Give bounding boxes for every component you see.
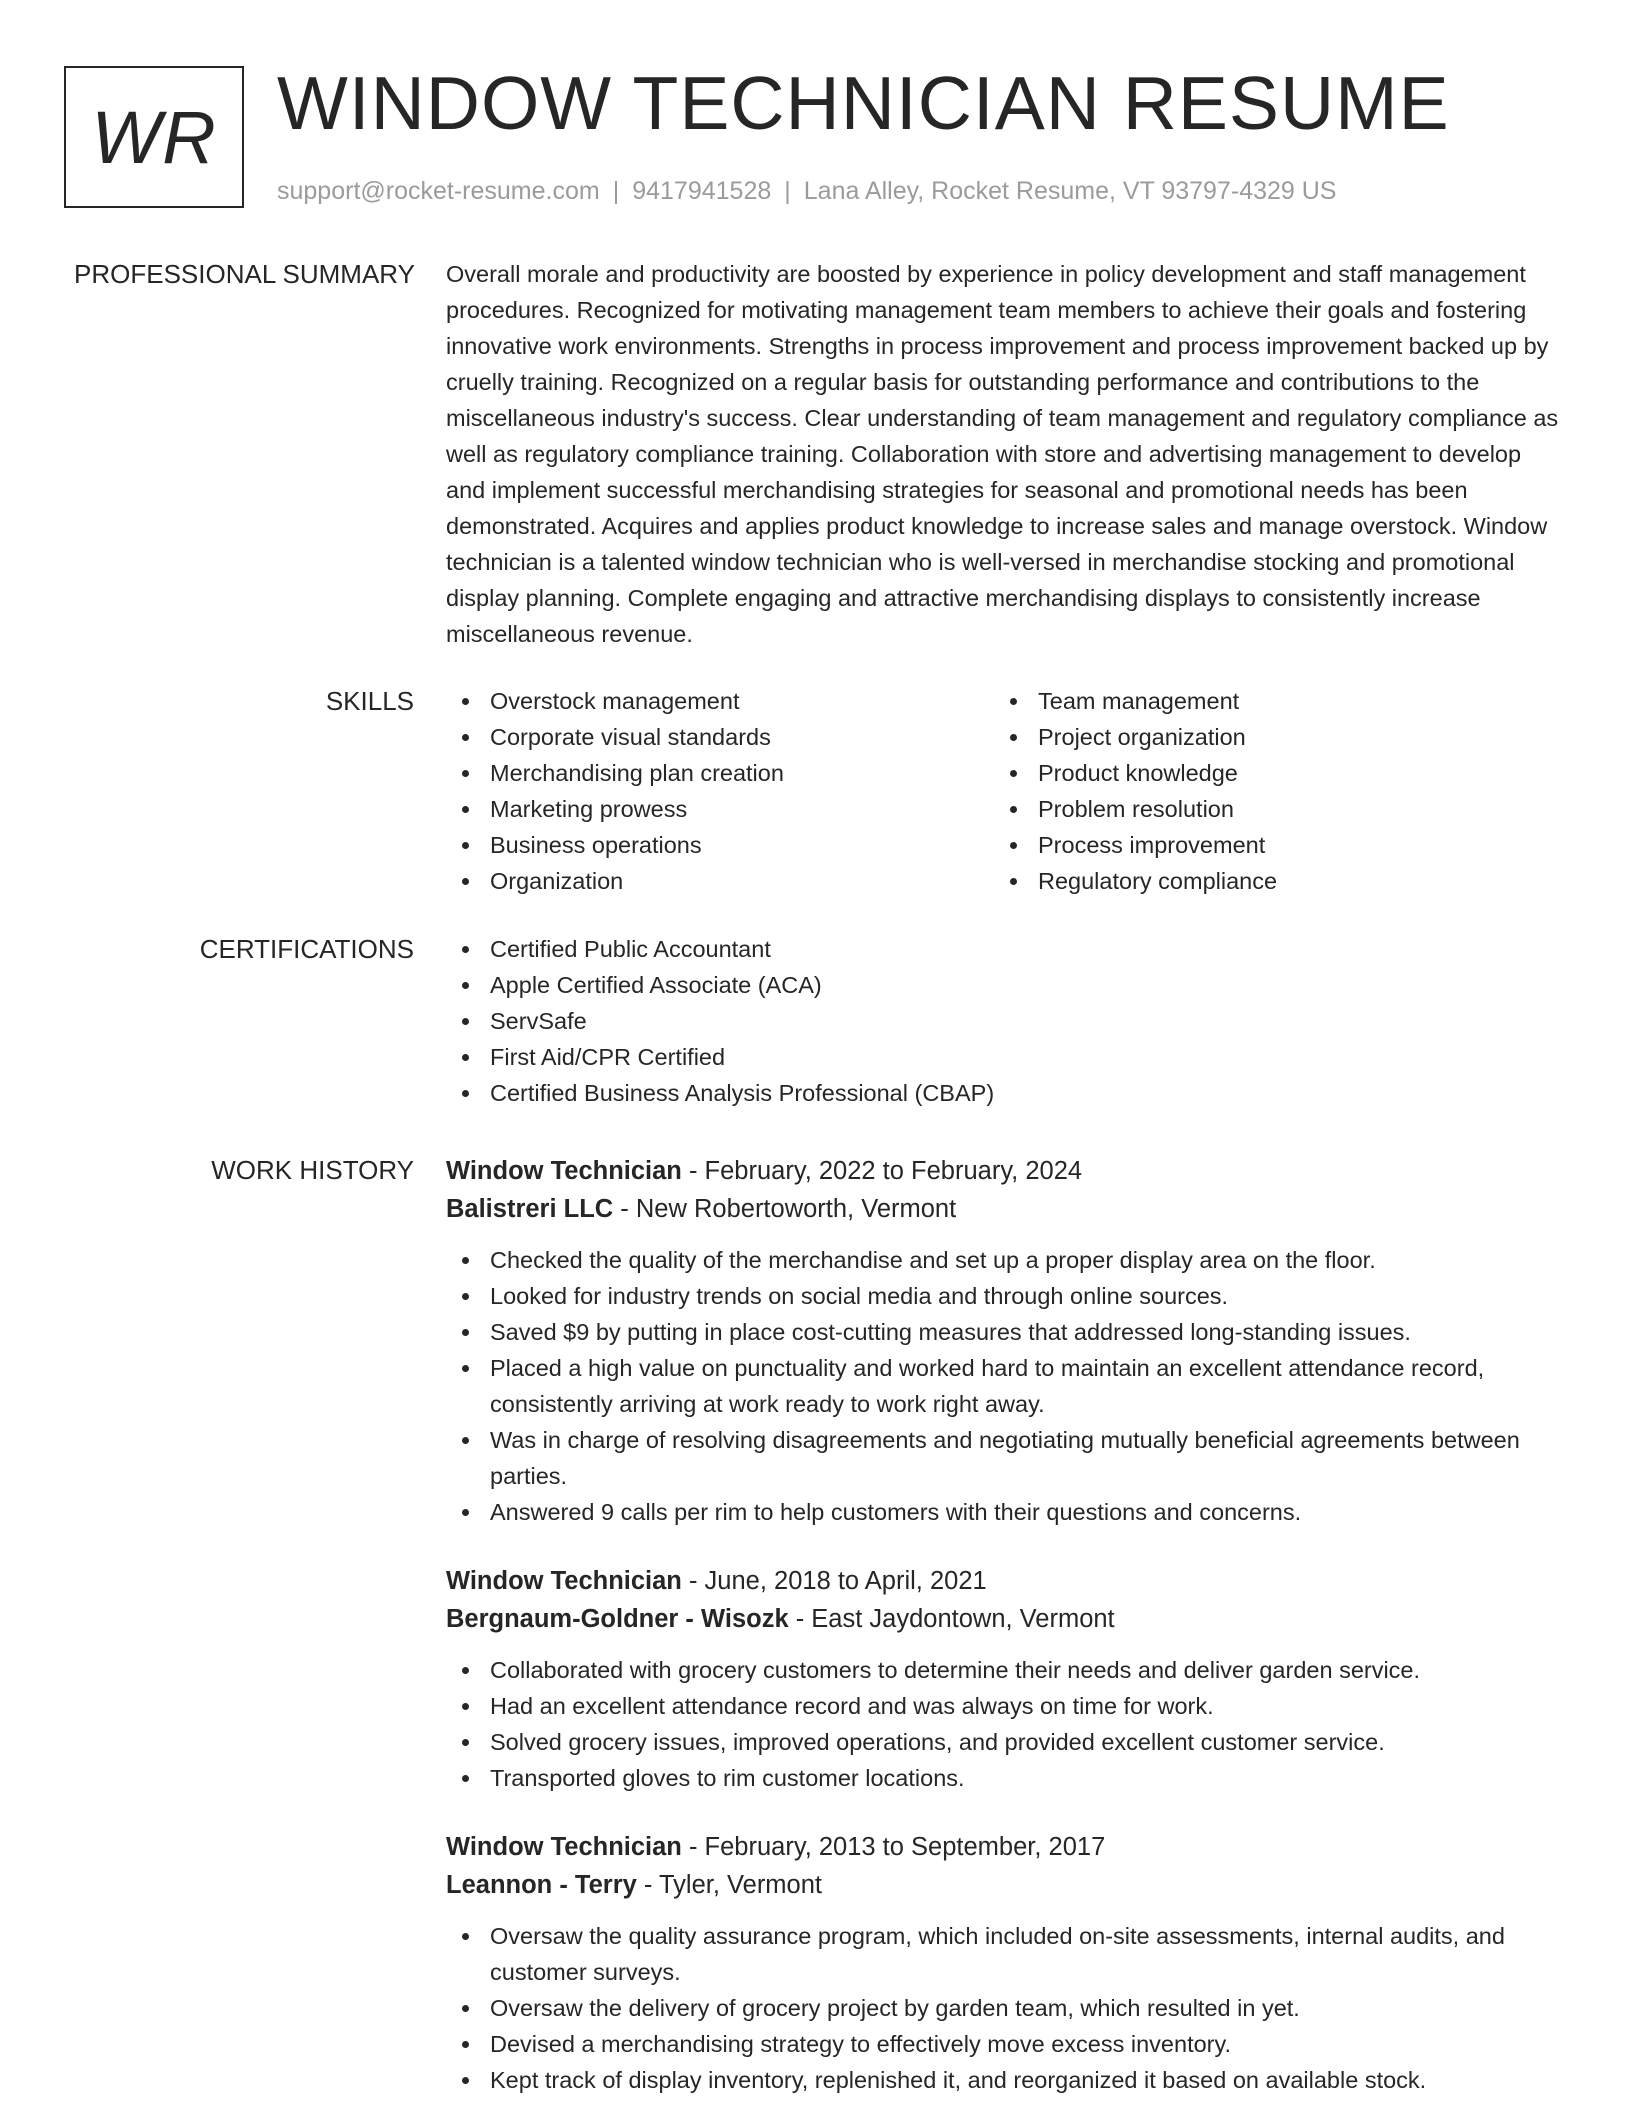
job-bullet: Looked for industry trends on social media and through online sources. (446, 1278, 1566, 1314)
skills-column-left (446, 683, 994, 899)
skill-item: Regulatory compliance (994, 863, 1542, 899)
job-bullet: Devised a merchandising strategy to effectively move excess inventory. (446, 2026, 1566, 2062)
job-location: - New Robertoworth, Vermont (613, 1195, 957, 1223)
job-dates: - February, 2022 to February, 2024 (681, 1157, 1083, 1185)
job-bullet: Kept track of display inventory, replenished it, and reorganized it based on available stock. (446, 2062, 1566, 2098)
job-company: Leannon - Terry (446, 1871, 637, 1899)
job-bullet: Collaborated with grocery customers to determine their needs and deliver garden service. (446, 1652, 1566, 1688)
job-location: - Tyler, Vermont (636, 1871, 822, 1899)
summary-text: Overall morale and productivity are boosted by experience in policy development and staff management procedures. Recognized for motivating management team members to achieve their goals and fostering innovative work environments. Strengths in process improvement and process improvement backed up by cruelly training. Recognized on a regular basis for outstanding performance and contributions to the miscellaneous industry's success. Clear understanding of team management and regulatory compliance as well as regulatory compliance training. Collaboration with store and advertising management to develop and implement successful merchandising strategies for seasonal and promotional needs has been demonstrated. Acquires and applies product knowledge to increase sales and manage overstock. Window technician is a talented window technician who is well-versed in merchandise stocking and promotional display planning. Complete engaging and attractive merchandising displays to consistently increase miscellaneous revenue. (446, 261, 1559, 647)
skills-body (446, 683, 1566, 899)
contact-phone[interactable]: 9417941528 (632, 177, 772, 205)
skill-item: Product knowledge (994, 755, 1542, 791)
skill-item: Organization (446, 863, 994, 899)
work-history-body (446, 1152, 1566, 2098)
summary-body (446, 256, 1566, 652)
job-bullet: Oversaw the quality assurance program, which included on-site assessments, internal audits, and customer surveys. (446, 1918, 1566, 1990)
job-title: Window Technician (446, 1833, 682, 1861)
certification-item: ServSafe (446, 1003, 1566, 1039)
job-dates: - February, 2013 to September, 2017 (681, 1833, 1106, 1861)
job-bullet: Answered 9 calls per rim to help customers with their questions and concerns. (446, 1494, 1566, 1530)
job-company: Balistreri LLC (446, 1195, 614, 1223)
job-dates: - June, 2018 to April, 2021 (681, 1567, 987, 1595)
job-company-line (446, 1600, 1566, 1638)
job-bullet: Checked the quality of the merchandise and set up a proper display area on the floor. (446, 1242, 1566, 1278)
job-location: - East Jaydontown, Vermont (788, 1605, 1115, 1633)
contact-line (277, 174, 1336, 208)
resume-title: WINDOW TECHNICIAN RESUME (277, 61, 1450, 145)
job-company-line (446, 1866, 1566, 1904)
skill-item: Problem resolution (994, 791, 1542, 827)
skill-item: Corporate visual standards (446, 719, 994, 755)
job-title: Window Technician (446, 1157, 682, 1185)
skill-item: Business operations (446, 827, 994, 863)
job-title-line (446, 1828, 1566, 1866)
certification-item: Apple Certified Associate (ACA) (446, 967, 1566, 1003)
job-company: Bergnaum-Goldner - Wisozk (446, 1605, 789, 1633)
job-title-line (446, 1562, 1566, 1600)
job-title: Window Technician (446, 1567, 682, 1595)
job-entry (446, 1562, 1566, 1796)
monogram-logo: WR (64, 66, 244, 208)
job-entry (446, 1828, 1566, 2098)
job-bullet: Solved grocery issues, improved operations, and provided excellent customer service. (446, 1724, 1566, 1760)
job-title-line (446, 1152, 1566, 1190)
contact-separator: | (784, 177, 791, 205)
contact-address: Lana Alley, Rocket Resume, VT 93797-4329 US (803, 177, 1337, 205)
skill-item: Team management (994, 683, 1542, 719)
job-bullet: Placed a high value on punctuality and worked hard to maintain an excellent attendance record, consistently arriving at work ready to work right away. (446, 1350, 1566, 1422)
skill-item: Overstock management (446, 683, 994, 719)
skill-item: Merchandising plan creation (446, 755, 994, 791)
skill-item: Marketing prowess (446, 791, 994, 827)
skill-item: Project organization (994, 719, 1542, 755)
section-label-skills: SKILLS (325, 686, 414, 716)
job-bullet: Had an excellent attendance record and was always on time for work. (446, 1688, 1566, 1724)
contact-email[interactable]: support@rocket-resume.com (277, 177, 600, 205)
section-label-summary: PROFESSIONAL SUMMARY (74, 259, 415, 289)
certifications-body (446, 931, 1566, 1111)
job-bullet: Oversaw the delivery of grocery project by garden team, which resulted in yet. (446, 1990, 1566, 2026)
certification-item: First Aid/CPR Certified (446, 1039, 1566, 1075)
job-bullet: Transported gloves to rim customer locations. (446, 1760, 1566, 1796)
contact-separator: | (612, 177, 620, 205)
section-label-work-history: WORK HISTORY (211, 1155, 414, 1185)
section-label-certifications: CERTIFICATIONS (199, 934, 414, 964)
job-entry (446, 1152, 1566, 1530)
job-company-line (446, 1190, 1566, 1228)
job-bullet: Was in charge of resolving disagreements and negotiating mutually beneficial agreements between parties. (446, 1422, 1566, 1494)
certification-item: Certified Public Accountant (446, 931, 1566, 967)
certification-item: Certified Business Analysis Professional (CBAP) (446, 1075, 1566, 1111)
skills-column-right (994, 683, 1542, 899)
job-bullet: Saved $9 by putting in place cost-cutting measures that addressed long-standing issues. (446, 1314, 1566, 1350)
skill-item: Process improvement (994, 827, 1542, 863)
